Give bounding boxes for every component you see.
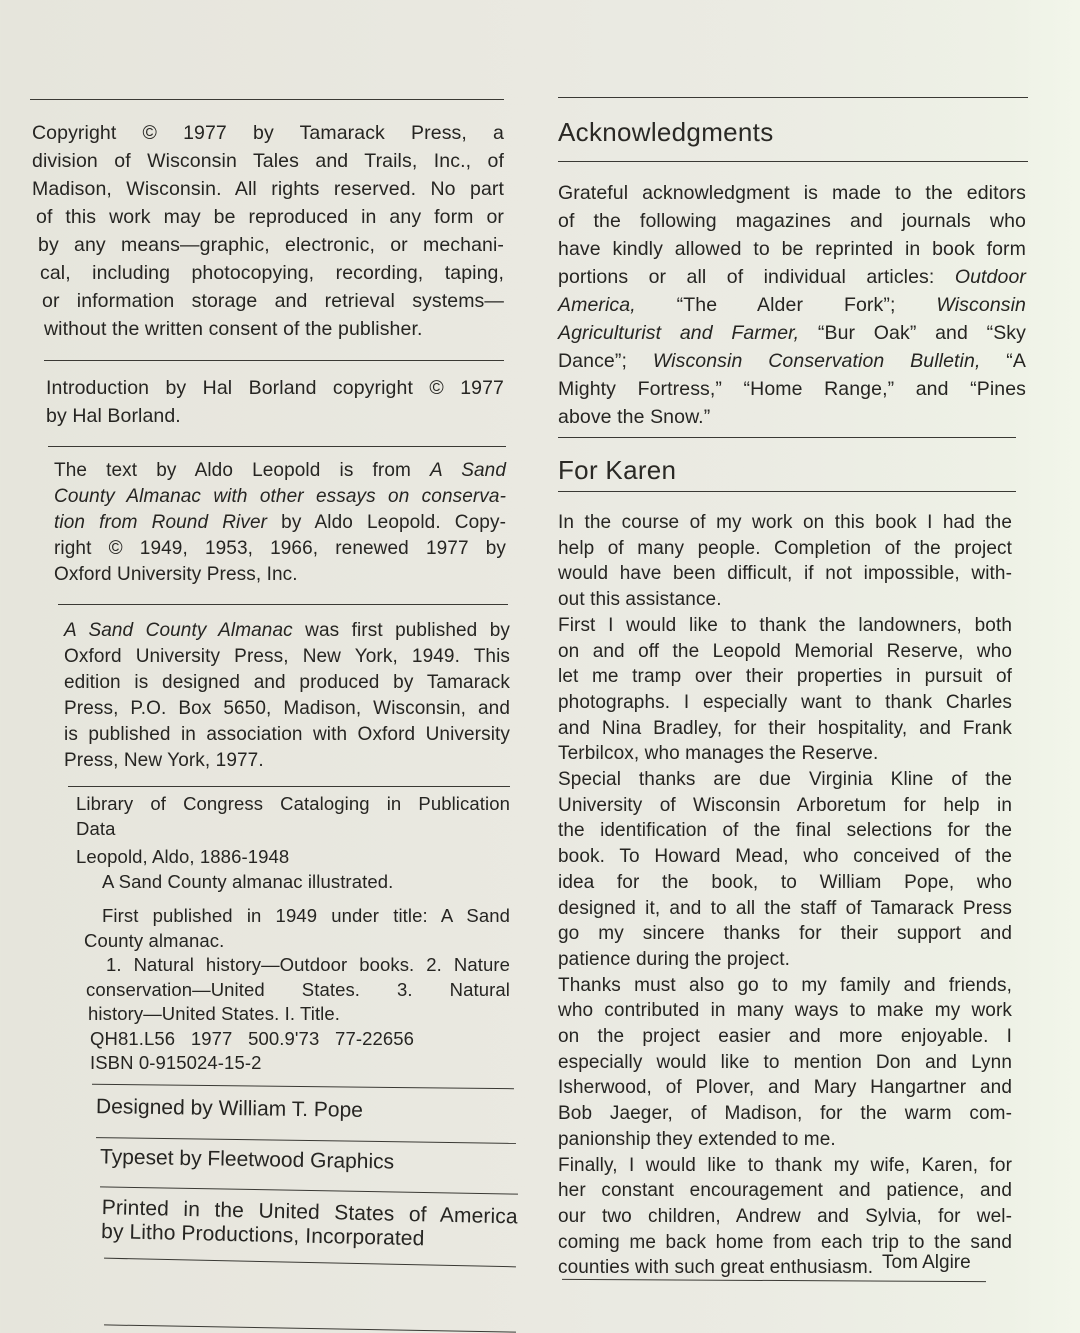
source-line: Oxford University Press, Inc. (54, 564, 298, 585)
dedication-line: especially would like to mention Don and Lynn (558, 1051, 1012, 1073)
dedication-line: who contributed in many ways to make my work (558, 1000, 1012, 1022)
cataloging-subject: conservation—United States. 3. Natural (86, 978, 510, 1000)
dedication-text (558, 510, 1012, 1281)
dedication-heading: For Karen (558, 455, 677, 485)
divider (558, 491, 1016, 492)
ack-line: have kindly allowed to be reprinted in book form (558, 238, 1026, 260)
divider (558, 161, 1028, 162)
ack-line: portions or all of individual articles: Outdoor (558, 266, 1026, 288)
ack-line: above the Snow.” (558, 406, 711, 428)
dedication-line: out this assistance. (558, 589, 722, 611)
ack-line: America, “The Alder Fork”; Wisconsin (558, 294, 1026, 316)
publication-history (64, 618, 510, 774)
dedication-line: Thanks must also go to my family and friends, (558, 974, 1012, 996)
cataloging-heading: Data (76, 817, 116, 839)
text-source-notice (54, 458, 506, 588)
acknowledgments-text (558, 179, 1026, 431)
ack-line: Grateful acknowledgment is made to the editors (558, 182, 1026, 204)
source-line: tion from Round River by Aldo Leopold. Copy- (54, 512, 506, 533)
ack-line: of the following magazines and journals who (558, 210, 1026, 232)
typesetter-credit: Typeset by Fleetwood Graphics (99, 1145, 395, 1174)
cataloging-note: First published in 1949 under title: A Sand (102, 905, 510, 926)
dedication-line: University of Wisconsin Arboretum for help in (558, 794, 1012, 816)
divider (48, 446, 506, 447)
dedication-line: patience during the project. (558, 948, 791, 970)
divider (92, 1084, 514, 1089)
divider (68, 786, 510, 787)
dedication-line: coming me back home from each trip to the sand (558, 1231, 1012, 1253)
divider (100, 1186, 518, 1194)
cataloging-heading: Library of Congress Cataloging in Publication (76, 793, 510, 814)
dedication-line: panionship they extended to me. (558, 1128, 836, 1150)
dedication-line: In the course of my work on this book I had the (558, 512, 1012, 533)
dedication-line: would have been difficult, if not impossible, with- (558, 563, 1012, 585)
dedication-line: let me tramp over their properties in pursuit of (558, 666, 1012, 688)
dedication-line: Isherwood, of Plover, and Mary Hangartner and (558, 1077, 1012, 1099)
divider (558, 97, 1028, 98)
source-line: right © 1949, 1953, 1966, renewed 1977 by (54, 538, 506, 559)
dedication-line: on the project easier and more enjoyable. I (558, 1026, 1012, 1048)
divider (104, 1324, 516, 1332)
ack-line: Dance”; Wisconsin Conservation Bulletin, “A (558, 350, 1027, 372)
designer-credit: Designed by William T. Pope (95, 1095, 364, 1122)
dedication-line: photographs. I especially want to thank Charles (558, 691, 1012, 713)
history-line: Press, P.O. Box 5650, Madison, Wisconsin, and (64, 698, 510, 719)
divider (558, 437, 1016, 438)
dedication-line: Terbilcox, who manages the Reserve. (558, 743, 879, 765)
dedication-line: help of many people. Completion of the project (558, 537, 1012, 559)
dedication-line: idea for the book, to William Pope, who (558, 871, 1012, 893)
dedication-line: designed it, and to all the staff of Tamarack Press (558, 897, 1012, 919)
cataloging-note: County almanac. (84, 929, 225, 951)
copyright-line: division of Wisconsin Tales and Trails, Inc., of (32, 150, 504, 172)
printer-line: by Litho Productions, Incorporated (100, 1219, 425, 1251)
isbn: ISBN 0-915024-15-2 (90, 1052, 262, 1073)
printer-line: Printed in the United States of America (101, 1196, 518, 1229)
dedication-line: and Nina Bradley, for their hospitality, and Frank (558, 717, 1012, 739)
copyright-line: cal, including photocopying, recording, taping, (40, 262, 504, 284)
history-line: is published in association with Oxford University (64, 724, 510, 745)
history-line: A Sand County Almanac was first published by (64, 620, 510, 641)
copyright-line: by any means—graphic, electronic, or mechani- (38, 234, 504, 256)
divider (30, 99, 504, 100)
dedication-line: her constant encouragement and patience, and (558, 1180, 1012, 1202)
dedication-line: on and off the Leopold Memorial Reserve, who (558, 640, 1012, 662)
copyright-line: Copyright © 1977 by Tamarack Press, a (32, 122, 504, 144)
acknowledgments-heading: Acknowledgments (558, 117, 774, 147)
history-line: Oxford University Press, New York, 1949. This (64, 646, 510, 667)
cataloging-subject: 1. Natural history—Outdoor books. 2. Nature (106, 954, 510, 975)
history-line: edition is designed and produced by Tamarack (64, 672, 510, 693)
copyright-line: or information storage and retrieval systems— (42, 290, 504, 312)
dedication-line: book. To Howard Mead, who conceived of the (558, 846, 1012, 868)
dedication-line: go my sincere thanks for their support and (558, 923, 1012, 945)
cataloging-title: A Sand County almanac illustrated. (102, 870, 394, 892)
ack-line: Agriculturist and Farmer, “Bur Oak” and “Sky (558, 322, 1026, 344)
ack-line: Mighty Fortress,” “Home Range,” and “Pines (558, 378, 1026, 400)
divider (44, 360, 504, 361)
divider (104, 1258, 516, 1268)
introduction-credit (46, 374, 504, 430)
dedication-line: Finally, I would like to thank my wife, Karen, for (558, 1154, 1012, 1176)
copyright-notice (32, 119, 504, 343)
dedication-line: Special thanks are due Virginia Kline of the (558, 769, 1012, 791)
intro-line: Introduction by Hal Borland copyright © 1977 (46, 377, 504, 399)
signature: Tom Algire (882, 1252, 971, 1273)
dedication-line: the identification of the final selections for the (558, 820, 1012, 842)
printer-credit (101, 1196, 518, 1253)
dedication-line: Bob Jaeger, of Madison, for the warm com- (558, 1103, 1012, 1125)
source-line: The text by Aldo Leopold is from A Sand (54, 460, 506, 481)
divider (96, 1137, 516, 1144)
copyright-line: Madison, Wisconsin. All rights reserved. No part (32, 178, 504, 200)
copyright-line: without the written consent of the publisher. (44, 318, 423, 340)
intro-line: by Hal Borland. (46, 405, 181, 427)
cataloging-data (76, 792, 510, 1076)
dedication-line: our two children, Andrew and Sylvia, for wel- (558, 1205, 1012, 1227)
history-line: Press, New York, 1977. (64, 750, 264, 771)
dedication-line: First I would like to thank the landowners, both (558, 614, 1012, 636)
cataloging-subject: history—United States. I. Title. (88, 1003, 341, 1024)
copyright-line: of this work may be reproduced in any form or (36, 206, 504, 228)
divider (58, 604, 508, 605)
call-number: QH81.L56 1977 500.9'73 77-22656 (90, 1027, 415, 1049)
dedication-line: counties with such great enthusiasm. (558, 1257, 874, 1279)
source-line: County Almanac with other essays on conserva- (54, 486, 506, 507)
cataloging-author: Leopold, Aldo, 1886-1948 (76, 846, 290, 867)
